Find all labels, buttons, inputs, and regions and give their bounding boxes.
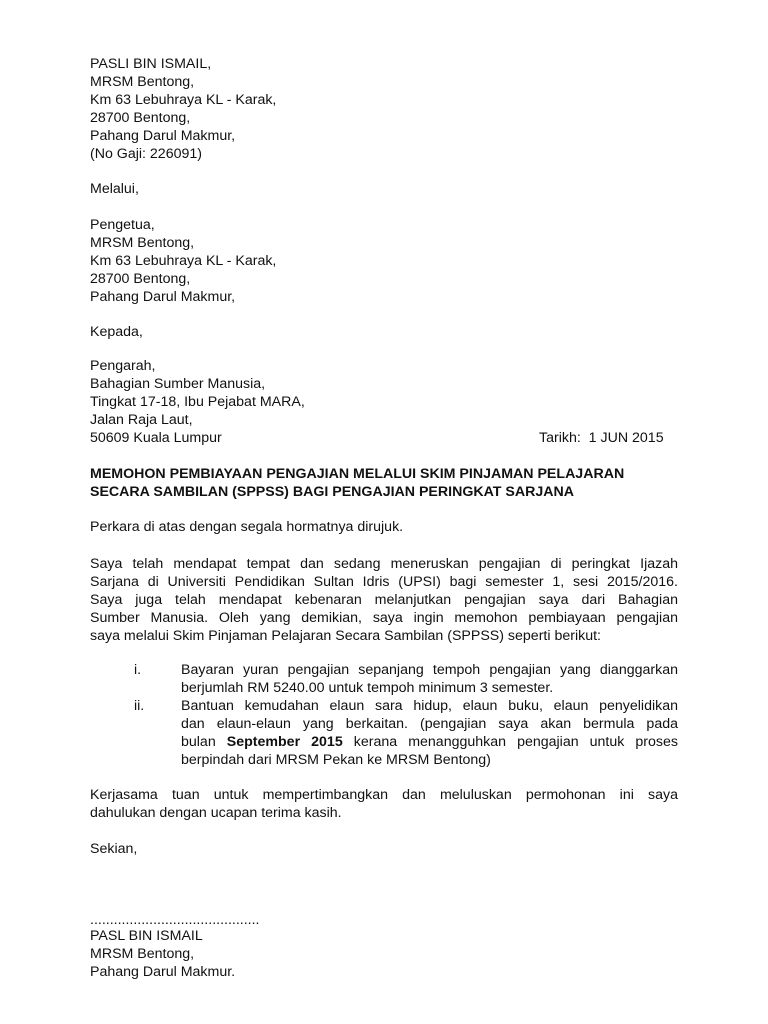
body-paragraph-1	[90, 555, 678, 645]
sender-address	[90, 55, 678, 163]
subject-line: SECARA SAMBILAN (SPPSS) BAGI PENGAJIAN PERINGKAT SARJANA	[90, 484, 574, 500]
closing-paragraph	[90, 786, 678, 822]
recipient-label	[90, 323, 678, 341]
sender-line: MRSM Bentong,	[90, 74, 195, 90]
subject-line: MEMOHON PEMBIAYAAN PENGAJIAN MELALUI SKIM PINJAMAN PELAJARAN	[90, 466, 625, 482]
via-label	[90, 180, 678, 198]
list-item-line: Bantuan kemudahan elaun sara hidup, elaun buku, elaun penyelidikan	[181, 698, 678, 714]
closing-line: Kerjasama tuan untuk mempertimbangkan dan meluluskan permohonan ini saya	[90, 787, 678, 803]
paragraph-line: Saya juga telah mendapat kebenaran melanjutkan pengajian saya dari Bahagian	[90, 592, 678, 608]
via-line: Km 63 Lebuhraya KL - Karak,	[90, 253, 277, 269]
via-label-text: Melalui,	[90, 181, 139, 197]
list-item-line: berpindah dari MRSM Pekan ke MRSM Bentong)	[181, 752, 491, 768]
list-item-text-run: kerana menangguhkan pengajian untuk proses	[342, 734, 678, 750]
signature-org-line: MRSM Bentong,	[90, 946, 195, 962]
list-item-text	[181, 661, 678, 697]
via-address	[90, 216, 678, 306]
sign-off-text: Sekian,	[90, 841, 138, 857]
list-item-text-run: bulan	[181, 734, 227, 750]
recipient-label-text: Kepada,	[90, 324, 143, 340]
reference-text: Perkara di atas dengan segala hormatnya dirujuk.	[90, 519, 404, 535]
via-line: 28700 Bentong,	[90, 271, 191, 287]
closing-line: dahulukan dengan ucapan terima kasih.	[90, 805, 342, 821]
list-item-number: i.	[134, 662, 142, 678]
signature-state-line: Pahang Darul Makmur.	[90, 964, 236, 980]
recipient-line: Bahagian Sumber Manusia,	[90, 376, 266, 392]
sender-line: (No Gaji: 226091)	[90, 146, 202, 162]
recipient-line: Tingkat 17-18, Ibu Pejabat MARA,	[90, 394, 305, 410]
via-line: Pahang Darul Makmur,	[90, 289, 236, 305]
paragraph-line: Sarjana di Universiti Pendidikan Sultan Idris (UPSI) bagi semester 1, sesi 2015/2016.	[90, 574, 678, 590]
recipient-line: Pengarah,	[90, 358, 156, 374]
letter-subject	[90, 465, 678, 501]
letter-date: Tarikh: 1 JUN 2015	[539, 430, 664, 446]
signature-line: ...........................................	[90, 912, 260, 928]
signature-block	[90, 911, 678, 981]
paragraph-line: Sumber Manusia. Oleh yang demikian, saya ingin memohon pembiayaan pengajian	[90, 610, 678, 626]
reference-line	[90, 518, 678, 536]
list-item-line: dan elaun-elaun yang berkaitan. (pengajian saya akan bermula pada	[181, 716, 678, 732]
via-line: Pengetua,	[90, 217, 155, 233]
sign-off	[90, 840, 678, 858]
list-item-line: Bayaran yuran pengajian sepanjang tempoh pengajian yang dianggarkan	[181, 662, 678, 678]
via-line: MRSM Bentong,	[90, 235, 195, 251]
start-month-bold: September 2015	[226, 734, 343, 750]
recipient-line: Jalan Raja Laut,	[90, 412, 193, 428]
signature-name-line: PASL BIN ISMAIL	[90, 928, 203, 944]
paragraph-line: saya melalui Skim Pinjaman Pelajaran Secara Sambilan (SPPSS) seperti berikut:	[90, 628, 601, 644]
list-item-line: berjumlah RM 5240.00 untuk tempoh minimum 3 semester.	[181, 680, 554, 696]
recipient-line: 50609 Kuala Lumpur	[90, 430, 222, 446]
sender-line: Km 63 Lebuhraya KL - Karak,	[90, 92, 277, 108]
list-item-text	[181, 697, 678, 769]
sender-line: Pahang Darul Makmur,	[90, 128, 236, 144]
paragraph-line: Saya telah mendapat tempat dan sedang meneruskan pengajian di peringkat Ijazah	[90, 556, 678, 572]
list-item-line-with-bold	[181, 733, 678, 751]
list-item-number: ii.	[134, 698, 145, 714]
sender-line: PASLI BIN ISMAIL,	[90, 56, 212, 72]
sender-line: 28700 Bentong,	[90, 110, 191, 126]
